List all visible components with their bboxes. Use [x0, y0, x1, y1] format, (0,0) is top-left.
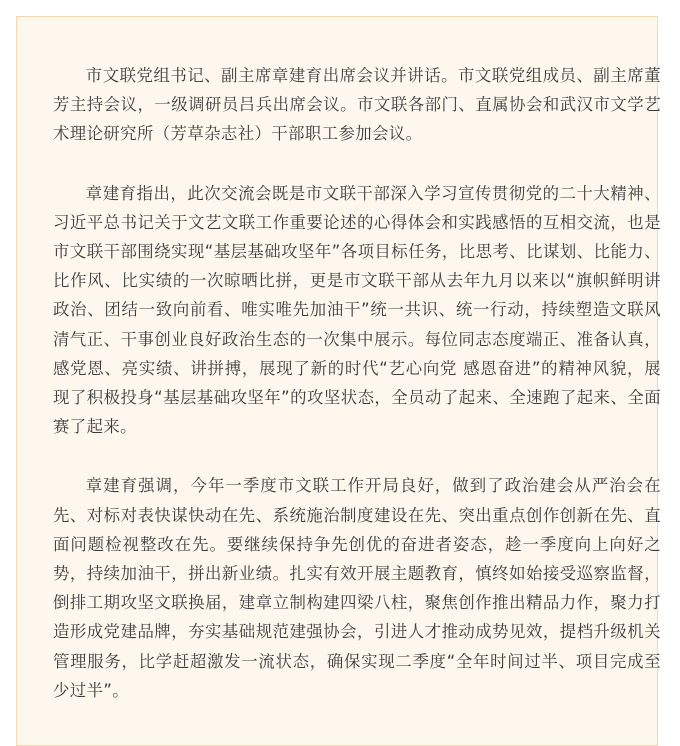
- article-paragraph-1: 市文联党组书记、副主席章建育出席会议并讲话。市文联党组成员、副主席董芳主持会议，一级调研员吕兵出席会议。市文联各部门、直属协会和武汉市文学艺术理论研究所（芳草杂志社）干部职工参加会议。: [53, 66, 661, 144]
- article-card: [16, 16, 661, 746]
- article-paragraph-2: 章建育指出，此次交流会既是市文联干部深入学习宣传贯彻党的二十大精神、习近平总书记关于文艺文联工作重要论述的心得体会和实践感悟的互相交流，也是市文联干部围绕实现“基层基础攻坚年”各项目标任务，比思考、比谋划、比能力、比作风、比实绩的一次晾晒比拼，更是市文联干部从去年九月以来以“旗帜鲜明讲政治、团结一致向前看、唯实唯先加油干”统一共识、统一行动，持续塑造文联风清气正、干事创业良好政治生态的一次集中展示。每位同志态度端正、准备认真，感党恩、亮实绩、讲拼搏，展现了新的时代“艺心向党 感恩奋进”的精神风貌，展现了积极投身“基层基础攻坚年”的攻坚状态，全员动了起来、全速跑了起来、全面赛了起来。: [53, 183, 661, 437]
- article-body: [53, 61, 661, 705]
- article-paragraph-3: 章建育强调，今年一季度市文联工作开局良好，做到了政治建会从严治会在先、对标对表快谋快动在先、系统施治制度建设在先、突出重点创作创新在先、直面问题检视整改在先。要继续保持争先创优的奋进者姿态，趁一季度向上向好之势，持续加油干，拼出新业绩。扎实有效开展主题教育，慎终如始接受巡察监督，倒排工期攻坚文联换届，建章立制构建四梁八柱，聚焦创作推出精品力作，聚力打造形成党建品牌，夯实基础规范建强协会，引进人才推动成势见效，提档升级机关管理服务，比学赶超激发一流状态，确保实现二季度“全年时间过半、项目完成至少过半”。: [53, 476, 661, 700]
